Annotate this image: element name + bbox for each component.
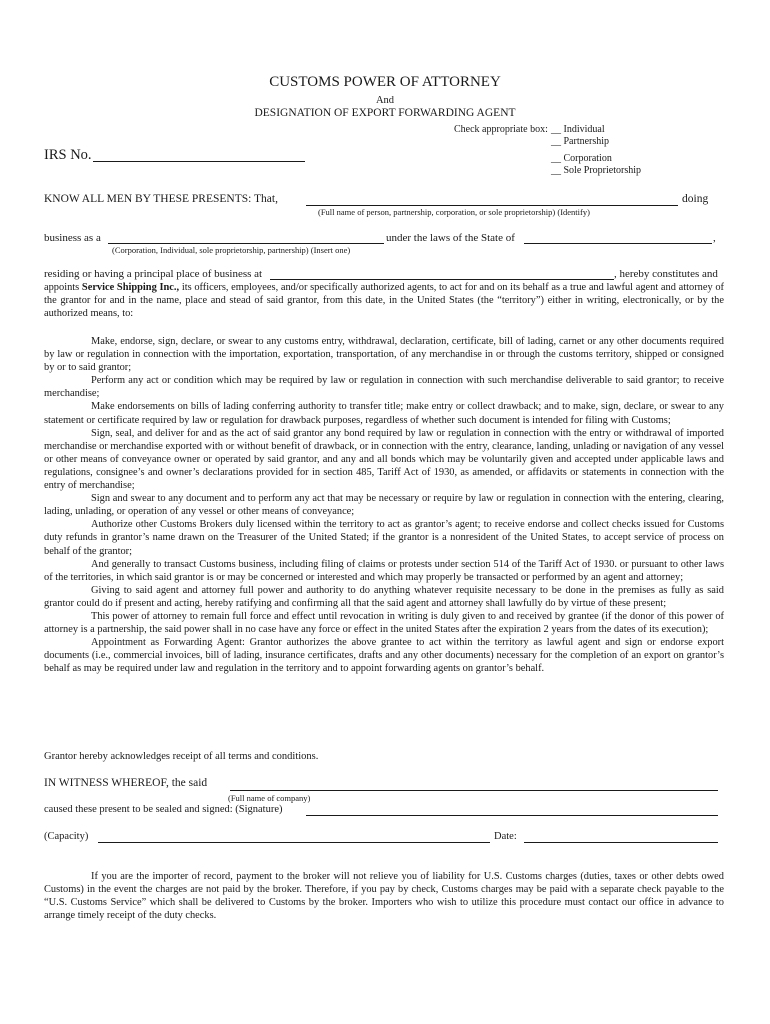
- company-name: Service Shipping Inc.,: [81, 282, 180, 293]
- notice-paragraph: [44, 870, 724, 922]
- under-laws-text: under the laws of the State of: [386, 232, 515, 244]
- clause-paragraph: Sign and swear to any document and to perform any act that may be necessary or require by law or regulation in connection with the entering, clearing, lading, unlading, or operation of any vessel or other means of conveyance;: [44, 493, 724, 518]
- checkbox-sole-proprietorship[interactable]: __ Sole Proprietorship: [551, 165, 641, 176]
- appoints-paragraph: [44, 281, 724, 320]
- business-type-field[interactable]: [108, 231, 384, 244]
- signature-field[interactable]: [306, 803, 718, 816]
- acknowledge-text: Grantor hereby acknowledges receipt of all terms and conditions.: [44, 751, 319, 762]
- clause-paragraph: This power of attorney to remain full force and effect until revocation in writing is duly given to and received by grantee (if the donor of this power of attorney is a partnership, the said power shall in no case have any force or effect in the united States after the expiration 2 years from the dates of its execution);: [44, 610, 724, 636]
- irs-label: IRS No.: [44, 147, 92, 163]
- clause-paragraph: Authorize other Customs Brokers duly licensed within the territory to act as grantor’s agent; to receive endorse and collect checks issued for Customs duty refunds in grantor’s name drawn on the Treasurer of the United Stated; if the grantor is a nonresident of the United States, to accept service of process on behalf of the grantor;: [44, 519, 724, 557]
- business-as-text: business as a: [44, 232, 101, 244]
- clause-paragraph: Giving to said agent and attorney full power and authority to do anything whatever requisite necessary to be done in the premises as fully as said grantor could do if present and acting, hereby ratifying and confirming all that the said agent and attorney shall lawfully do by virtue of these present;: [44, 584, 724, 609]
- grantor-name-field[interactable]: [306, 193, 678, 206]
- company-name-hint: (Full name of company): [228, 793, 311, 803]
- clause-paragraph: Make endorsements on bills of lading conferring authority to transfer title; make entry or collect drawback; and to make, sign, declare, or swear to any statement or certificate required by law or regulation for drawback purposes, regardless of whether such document is intended for filing with Customs;: [44, 401, 724, 426]
- check-box-label: Check appropriate box:: [454, 124, 548, 135]
- residing-text: residing or having a principal place of business at: [44, 268, 263, 280]
- irs-number-field[interactable]: [93, 148, 305, 162]
- clauses-block: [44, 335, 724, 675]
- clause-paragraph: Appointment as Forwarding Agent: Grantor authorizes the above grantee to act within the territory as lawful agent and sign or endorse export documents (i.e., commercial invoices, bill of lading, insurance certificates, drafts and any other documents) necessary for the completion of an export on grantor’s behalf as may be required under law and regulation in the territory and to appoint forwarding agents on grantor’s behalf.: [44, 637, 724, 675]
- doing-text: doing: [682, 193, 709, 205]
- company-name-field[interactable]: [230, 777, 718, 791]
- comma-text: ,: [713, 232, 716, 244]
- business-address-field[interactable]: [270, 267, 614, 280]
- clause-paragraph: Perform any act or condition which may be required by law or regulation in connection with such merchandise deliverable to said grantor; to receive merchandise;: [44, 375, 724, 400]
- full-name-hint: (Full name of person, partnership, corporation, or sole proprietorship) (Identify): [318, 207, 590, 217]
- clause-paragraph: And generally to transact Customs business, including filing of claims or protests under section 514 of the Tariff Act of 1930. or pursuant to other laws of the territories, in which said grantor is or may be concerned or interested and which may properly be transacted or performed by an agent and attorney;: [44, 558, 724, 583]
- corporation-hint: (Corporation, Individual, sole proprietorship, partnership) (Insert one): [112, 245, 351, 255]
- hereby-constitutes-text: , hereby constitutes and: [614, 268, 718, 280]
- clause-paragraph: Sign, seal, and deliver for and as the act of said grantor any bond required by law or regulation in connection with the entry or withdrawal of imported merchandise or merchandise exported with or without benefit of drawback, or in connection with the entry, clearance, landing, unlading or navigation of any vessel or other means of conveyance owner or operated by said grantor, and any and all bonds which may be voluntarily given and accepted under applicable laws and regulations, consignee’s and owner’s declarations provided for in section 485, Tariff Act of 1930, as amended, or affidavits or statements in connection with the entry of merchandise;: [44, 427, 724, 492]
- appoints-post: its officers, employees, and/or specifically authorized agents, to act for and on its behalf as a true and lawful agent and attorney of the grantor for and in the name, place and stead of said grantor, from this date, in the United States (the “territory”) either in writing, electronically, or by the authorized means, to:: [44, 282, 725, 320]
- checkbox-individual[interactable]: __ Individual: [551, 124, 605, 135]
- caused-signed-text: caused these present to be sealed and signed: (Signature): [44, 804, 283, 815]
- date-label: Date:: [494, 831, 517, 842]
- appoints-pre: appoints: [44, 282, 80, 293]
- title-connector: And: [375, 95, 395, 106]
- checkbox-partnership[interactable]: __ Partnership: [551, 136, 610, 147]
- date-field[interactable]: [524, 830, 718, 843]
- capacity-field[interactable]: [98, 830, 490, 843]
- clause-paragraph: Make, endorse, sign, declare, or swear to any customs entry, withdrawal, declaration, certificate, bill of lading, carnet or any other documents required by law or regulation in connection with the importation, exportation, transportation, of any merchandise in or through the customs territory, shipped or consigned by or to said grantor;: [44, 336, 724, 374]
- know-all-men-text: KNOW ALL MEN BY THESE PRESENTS: That,: [44, 193, 278, 205]
- notice-text: If you are the importer of record, payment to the broker will not relieve you of liability for U.S. Customs charges (duties, taxes or other debts owed Customs) in the event the charges are not paid by the broker. Therefore, if you pay by check, Customs charges may be paid with a separate check payable to the “U.S. Customs Service” which shall be delivered to Customs by the broker. Importers who wish to utilize this procedure must contact our office in advance to arrange timely receipt of the duty checks.: [44, 871, 724, 922]
- witness-text: IN WITNESS WHEREOF, the said: [44, 777, 208, 789]
- document-subtitle: DESIGNATION OF EXPORT FORWARDING AGENT: [254, 107, 516, 119]
- document-title: CUSTOMS POWER OF ATTORNEY: [269, 74, 501, 90]
- checkbox-corporation[interactable]: __ Corporation: [551, 153, 612, 164]
- state-field[interactable]: [524, 231, 712, 244]
- capacity-label: (Capacity): [44, 831, 89, 842]
